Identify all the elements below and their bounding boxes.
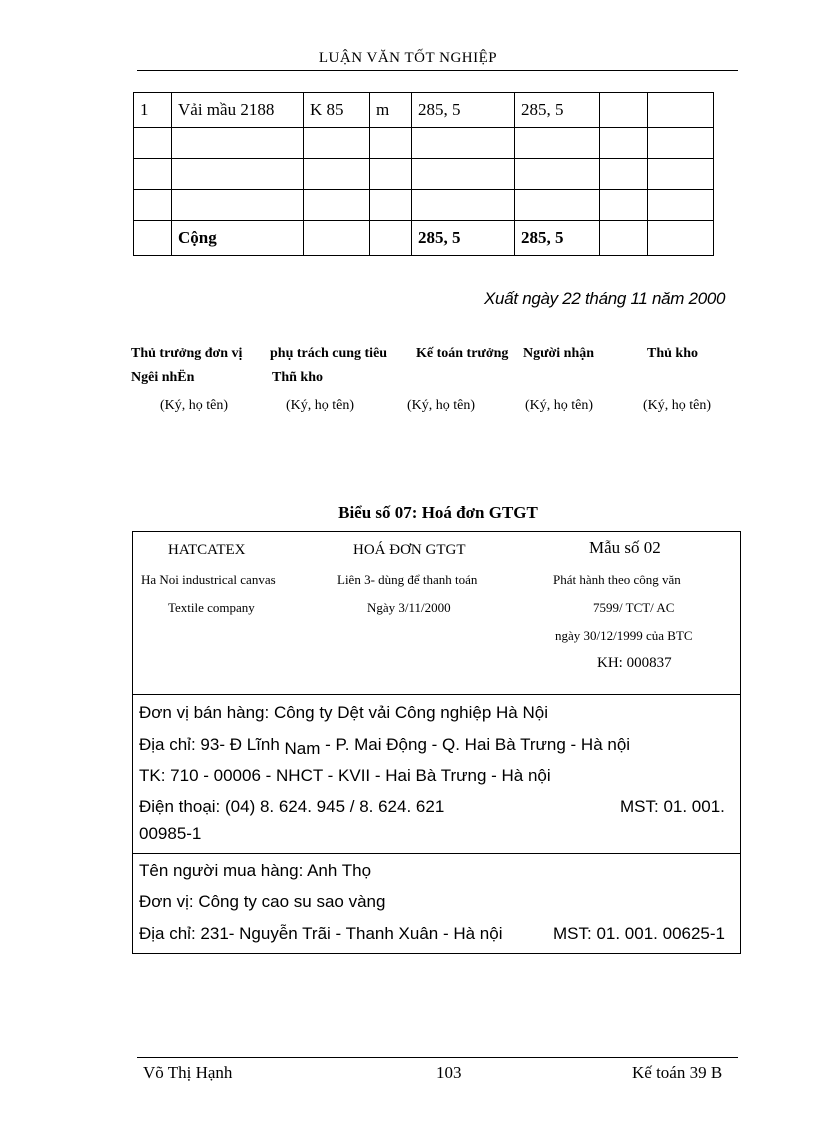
table-cell: m <box>370 93 412 128</box>
signature-title-supply: phụ trách cung tiêu <box>270 346 388 361</box>
invoice-copy-note: Liên 3- dùng để thanh toán <box>337 572 478 587</box>
table-cell <box>515 159 600 190</box>
form-kh-number: KH: 000837 <box>597 655 672 671</box>
invoice-divider <box>133 853 740 854</box>
form-title: Biểu số 07: Hoá đơn GTGT <box>338 503 538 522</box>
form-code: Mẫu số 02 <box>589 538 661 557</box>
table-total-cell: 285, 5 <box>515 221 600 256</box>
page-header-title: LUẬN VĂN TỐT NGHIỆP <box>318 50 498 66</box>
seller-phone: Điện thoại: (04) 8. 624. 945 / 8. 624. 621 <box>139 797 445 816</box>
seller-tax-code: MST: 01. 001. <box>620 797 725 816</box>
seller-address-part: Địa chỉ: 93- Đ Lĩnh <box>139 735 280 754</box>
table-cell: K 85 <box>304 93 370 128</box>
signature-note: (Ký, họ tên) <box>525 398 594 413</box>
table-cell <box>370 159 412 190</box>
table-total-row <box>134 221 714 256</box>
buyer-name: Tên người mua hàng: Anh Thọ <box>139 861 372 880</box>
signature-title-chief-accountant: Kế toán trưởng <box>416 346 509 361</box>
table-cell <box>304 190 370 221</box>
seller-tax-code-cont: 00985-1 <box>139 824 202 843</box>
table-cell <box>648 93 714 128</box>
table-cell <box>134 190 172 221</box>
seller-account: TK: 710 - 00006 - NHCT - KVII - Hai Bà Trưng - Hà nội <box>139 766 551 785</box>
table-cell <box>172 128 304 159</box>
signature-note: (Ký, họ tên) <box>286 398 355 413</box>
table-cell <box>600 159 648 190</box>
table-cell <box>412 159 515 190</box>
form-issue-line-1: Phát hành theo công văn <box>553 572 681 587</box>
signature-subtitle-warehouse: Thñ kho <box>272 370 323 385</box>
invoice-date: Ngày 3/11/2000 <box>367 600 451 615</box>
table-cell <box>515 190 600 221</box>
table-total-cell <box>304 221 370 256</box>
table-total-cell <box>134 221 172 256</box>
form-issue-line-3: ngày 30/12/1999 của BTC <box>555 628 693 643</box>
company-name: HATCATEX <box>168 542 246 558</box>
table-cell <box>648 159 714 190</box>
table-cell <box>172 159 304 190</box>
table-total-cell: 285, 5 <box>412 221 515 256</box>
footer-rule <box>137 1057 738 1058</box>
table-total-cell: Cộng <box>172 221 304 256</box>
table-cell <box>648 128 714 159</box>
buyer-tax-code: MST: 01. 001. 00625-1 <box>553 924 726 943</box>
footer-class: Kế toán 39 B <box>632 1063 723 1082</box>
table-cell <box>515 128 600 159</box>
table-cell <box>370 128 412 159</box>
table-cell: Vải mầu 2188 <box>172 93 304 128</box>
seller-address <box>139 735 631 758</box>
table-row <box>134 190 714 221</box>
buyer-unit: Đơn vị: Công ty cao su sao vàng <box>139 892 386 911</box>
seller-address-part: Nam <box>284 739 321 758</box>
table-cell <box>370 190 412 221</box>
seller-unit: Đơn vị bán hàng: Công ty Dệt vải Công nghiệp Hà Nội <box>139 703 548 722</box>
table-cell <box>600 190 648 221</box>
table-cell <box>172 190 304 221</box>
footer-page-number: 103 <box>436 1063 462 1082</box>
table-total-cell <box>370 221 412 256</box>
export-date: Xuất ngày 22 tháng 11 năm 2000 <box>484 289 726 308</box>
footer-author: Võ Thị Hạnh <box>143 1063 233 1082</box>
table-cell <box>304 128 370 159</box>
signature-note: (Ký, họ tên) <box>643 398 712 413</box>
table-row <box>134 93 714 128</box>
invoice-divider <box>133 694 740 695</box>
table-cell <box>600 93 648 128</box>
header-rule <box>137 70 738 71</box>
table-total-cell <box>600 221 648 256</box>
stock-table <box>133 92 714 256</box>
table-cell <box>134 159 172 190</box>
buyer-address: Địa chỉ: 231- Nguyễn Trãi - Thanh Xuân - Hà nội <box>139 924 503 943</box>
table-row <box>134 128 714 159</box>
signature-title-receiver: Người nhận <box>523 346 595 361</box>
form-issue-line-2: 7599/ TCT/ AC <box>593 600 675 615</box>
signature-title-unit-head: Thủ trưởng đơn vị <box>131 346 243 361</box>
table-cell: 1 <box>134 93 172 128</box>
invoice-doc-title: HOÁ ĐƠN GTGT <box>353 542 466 558</box>
table-cell <box>648 190 714 221</box>
table-total-cell <box>648 221 714 256</box>
table-cell: 285, 5 <box>515 93 600 128</box>
signature-note: (Ký, họ tên) <box>407 398 476 413</box>
invoice-box <box>132 531 741 954</box>
table-cell <box>412 128 515 159</box>
table-cell <box>134 128 172 159</box>
table-row <box>134 159 714 190</box>
signature-title-warehouse: Thủ kho <box>647 346 698 361</box>
signature-note: (Ký, họ tên) <box>160 398 229 413</box>
table-cell <box>600 128 648 159</box>
seller-address-part: - P. Mai Động - Q. Hai Bà Trưng - Hà nội <box>325 735 631 754</box>
table-cell <box>412 190 515 221</box>
company-line-2: Textile company <box>168 600 255 615</box>
company-line-1: Ha Noi industrical canvas <box>141 572 276 587</box>
signature-subtitle-receiver: Ngêi nhËn <box>131 370 195 385</box>
table-cell: 285, 5 <box>412 93 515 128</box>
table-cell <box>304 159 370 190</box>
